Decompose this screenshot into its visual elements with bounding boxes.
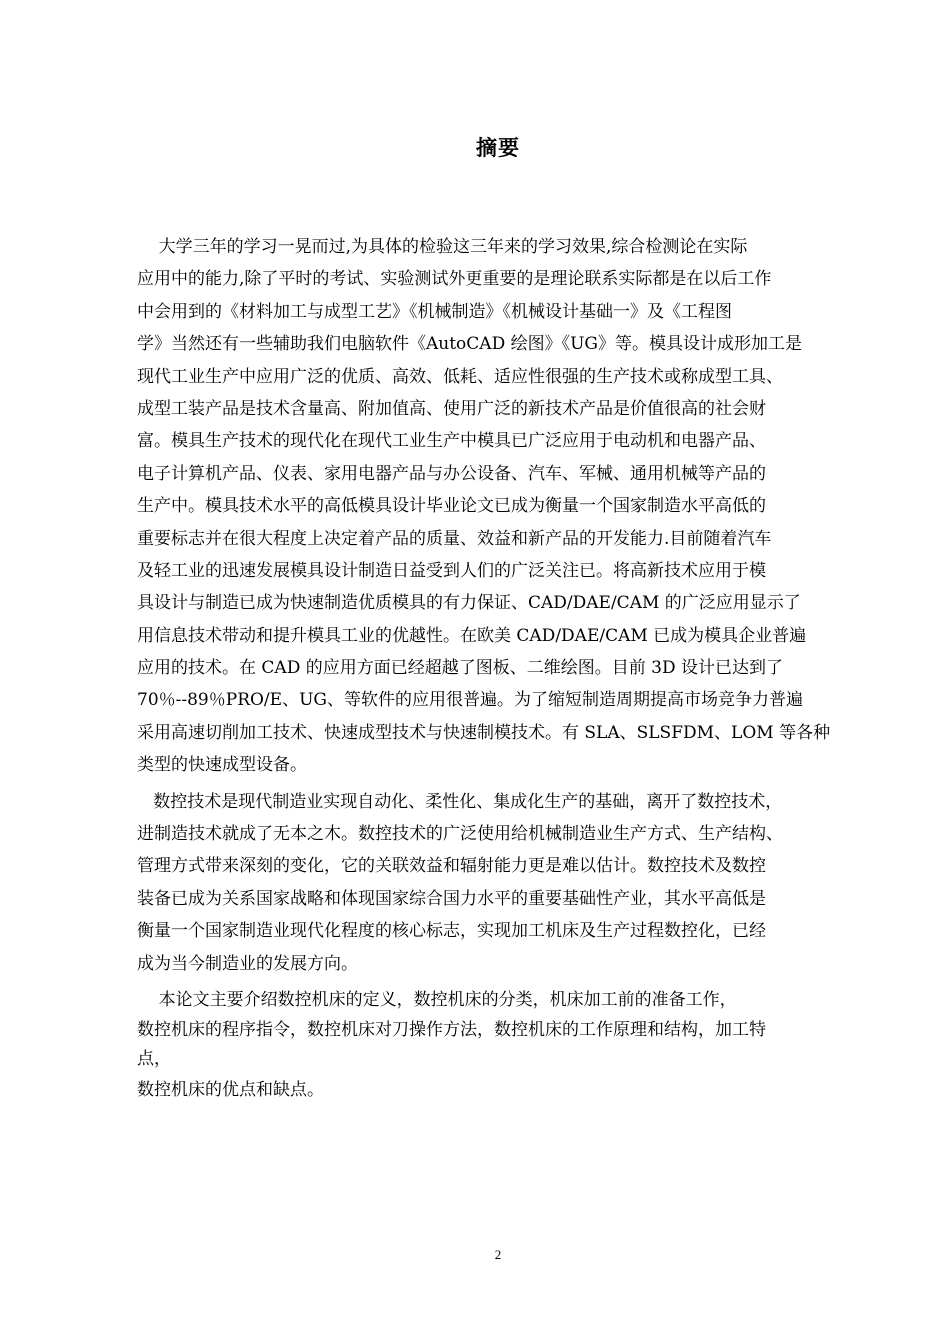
paragraph-3	[137, 984, 868, 1107]
text-line: 装备已成为关系国家战略和体现国家综合国力水平的重要基础性产业，其水平高低是	[137, 888, 766, 909]
text-line: 应用的技术。在 CAD 的应用方面已经超越了图板、二维绘图。目前 3D 设计已达到了	[137, 658, 783, 679]
text-line: 电子计算机产品、仪表、家用电器产品与办公设备、汽车、军械、通用机械等产品的	[137, 463, 766, 484]
text-line: 成型工装产品是技术含量高、附加值高、使用广泛的新技术产品是价值很高的社会财	[137, 398, 766, 419]
paragraph-2	[137, 786, 868, 980]
page-number: 2	[494, 1247, 502, 1262]
text-line: 学》当然还有一些辅助我们电脑软件《AutoCAD 绘图》《UG》等。模具设计成形加工是	[137, 334, 803, 355]
text-line: 点，	[137, 1049, 171, 1070]
text-line: 数控技术是现代制造业实现自动化、柔性化、集成化生产的基础，离开了数控技术，	[137, 791, 783, 812]
text-line: 重要标志并在很大程度上决定着产品的质量、效益和新产品的开发能力.目前随着汽车	[137, 528, 772, 549]
text-line: 生产中。模具技术水平的高低模具设计毕业论文已成为衡量一个国家制造水平高低的	[137, 496, 766, 517]
text-line: 管理方式带来深刻的变化，它的关联效益和辐射能力更是难以估计。数控技术及数控	[137, 856, 766, 877]
abstract-body	[137, 231, 868, 1107]
text-line: 成为当今制造业的发展方向。	[137, 953, 358, 974]
text-line: 数控机床的优点和缺点。	[137, 1080, 324, 1101]
text-line: 70％--89％PRO/E、UG、等软件的应用很普遍。为了缩短制造周期提高市场竞争力普遍	[137, 690, 803, 711]
page-title: 摘要	[476, 136, 520, 160]
text-line: 中会用到的《材料加工与成型工艺》《机械制造》《机械设计基础一》及《工程图	[137, 301, 732, 322]
text-line: 具设计与制造已成为快速制造优质模具的有力保证、CAD/DAE/CAM 的广泛应用显示了	[137, 593, 801, 614]
text-line: 及轻工业的迅速发展模具设计制造日益受到人们的广泛关注已。将高新技术应用于模	[137, 560, 766, 581]
text-line: 现代工业生产中应用广泛的优质、高效、低耗、适应性很强的生产技术或称成型工具、	[137, 366, 783, 387]
text-line: 衡量一个国家制造业现代化程度的核心标志，实现加工机床及生产过程数控化，已经	[137, 921, 766, 942]
text-line: 富。模具生产技术的现代化在现代工业生产中模具已广泛应用于电动机和电器产品、	[137, 431, 766, 452]
text-line: 采用高速切削加工技术、快速成型技术与快速制模技术。有 SLA、SLSFDM、LOM 等各种	[137, 722, 831, 743]
text-line: 应用中的能力,除了平时的考试、实验测试外更重要的是理论联系实际都是在以后工作	[137, 269, 772, 290]
text-line: 用信息技术带动和提升模具工业的优越性。在欧美 CAD/DAE/CAM 已成为模具企业普遍	[137, 625, 807, 646]
text-line: 进制造技术就成了无本之木。数控技术的广泛使用给机械制造业生产方式、生产结构、	[137, 824, 783, 845]
text-line: 本论文主要介绍数控机床的定义，数控机床的分类，机床加工前的准备工作，	[137, 989, 737, 1010]
paragraph-1	[137, 231, 868, 782]
text-line: 数控机床的程序指令，数控机床对刀操作方法，数控机床的工作原理和结构，加工特	[137, 1020, 766, 1041]
text-line: 大学三年的学习一晃而过,为具体的检验这三年来的学习效果,综合检测论在实际	[137, 237, 748, 257]
text-line: 类型的快速成型设备。	[137, 755, 307, 776]
